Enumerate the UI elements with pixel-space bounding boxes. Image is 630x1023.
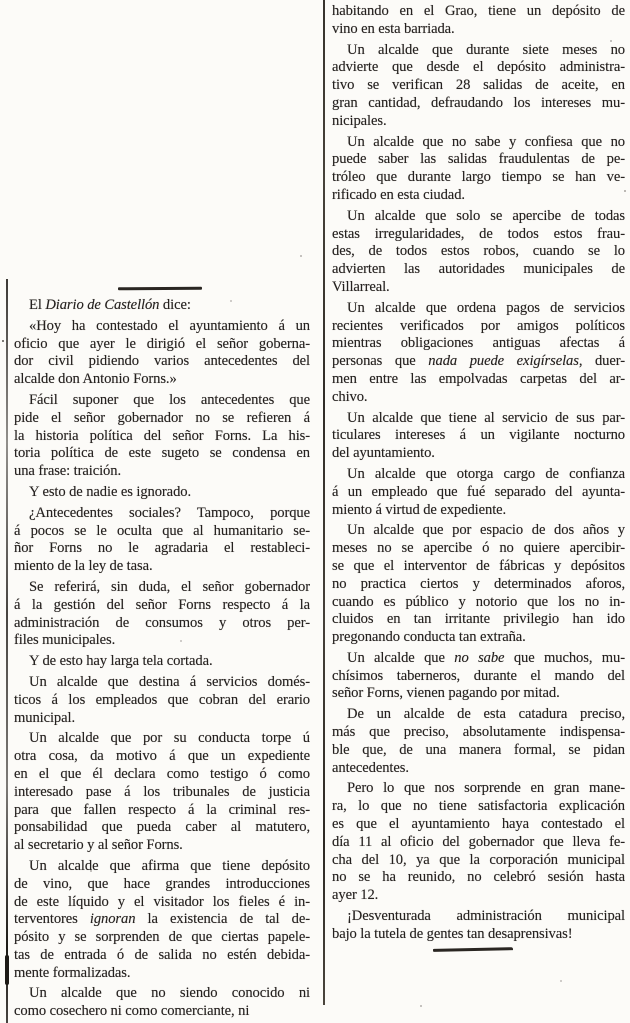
text-line: miento de la ley de tasa. — [14, 558, 153, 575]
text-line: ¡Desventurada administración municipal — [347, 908, 625, 925]
scan-noise — [0, 0, 2, 2]
text-line: terventores ignoran la existencia de tal de- — [14, 911, 310, 928]
paragraph — [14, 653, 310, 671]
text-line: oficio que ayer le dirigió el señor goberna- — [14, 335, 310, 352]
text-line: en el que él declara como testigo ó como — [14, 765, 310, 782]
paragraph — [332, 42, 625, 131]
text-line: ñor Forns no le agradaria el restableci- — [14, 540, 310, 557]
paragraph — [14, 484, 310, 502]
text-line: tróleo que durante largo tiempo se han ve- — [332, 169, 625, 186]
paragraph — [332, 300, 625, 407]
text-line: recientes verificados por amigos políticos — [332, 317, 625, 334]
text-line: como cosechero ni como comerciante, ni — [14, 1003, 250, 1020]
text-line: meses no se apercibe ó no quiere apercibir- — [332, 540, 625, 557]
paragraph — [332, 908, 625, 944]
text-line: pide el señor gobernador no se refieren á — [14, 409, 310, 426]
paragraph — [332, 410, 625, 463]
text-line: día 11 al oficio del gobernador que lleva fe- — [332, 833, 625, 850]
column-divider-rule — [323, 0, 325, 1005]
text-line: pósito y se sorprenden de que ciertas papele- — [14, 929, 310, 946]
text-line: Un alcalde que no sabe y confiesa que no — [347, 133, 625, 150]
text-line: antecedentes. — [332, 759, 409, 776]
paragraph — [332, 466, 625, 519]
text-line: al secretario y al señor Forns. — [14, 837, 183, 854]
text-line: bajo la tutela de gentes tan desaprensivas! — [332, 925, 573, 942]
text-line: Se referirá, sin duda, el señor gobernador — [29, 578, 310, 595]
text-line: interesado pase á los tribunales de justicia — [14, 783, 310, 800]
paragraph — [14, 579, 310, 650]
paragraph — [332, 208, 625, 297]
text-line: del ayuntamiento. — [332, 445, 435, 462]
text-line: Y de esto hay larga tela cortada. — [29, 653, 213, 670]
paragraph — [14, 985, 310, 1021]
text-line: advierten las autoridades municipales de — [332, 261, 625, 278]
text-line: cuando es público y notorio que los no in- — [332, 593, 625, 610]
paragraph — [14, 730, 310, 855]
text-line: pregonando conducta tan extraña. — [332, 629, 526, 646]
article-end-rule — [433, 947, 513, 952]
text-line: Y esto de nadie es ignorado. — [29, 483, 192, 500]
text-line: se que el interventor de fábricas y depósitos — [332, 557, 625, 574]
text-line: ayer 12. — [332, 887, 379, 904]
text-line: Villarreal. — [332, 278, 390, 295]
text-line: De un alcalde de esta catadura preciso, — [347, 706, 625, 723]
text-line: Un alcalde que no sabe que muchos, mu- — [347, 649, 625, 666]
text-line: de vino, que hace grandes introducciones — [14, 875, 310, 892]
text-line: men entre las empolvadas carpetas del ar- — [332, 370, 625, 387]
paragraph — [14, 674, 310, 727]
text-line: Pero lo que nos sorprende en gran mane- — [347, 780, 625, 797]
text-line: de este líquido y el visitador los fieles é in- — [14, 893, 310, 910]
paragraph — [332, 780, 625, 905]
text-line: dor civil pidiendo varios antecedentes del — [14, 353, 310, 370]
text-line: «Hoy ha contestado el ayuntamiento á un — [29, 317, 310, 334]
text-line: Un alcalde que ordena pagos de servicios — [347, 299, 625, 316]
text-line: ra, lo que no tiene satisfactoria explicación — [332, 798, 625, 815]
text-line: miento á virtud de expediente. — [332, 501, 507, 518]
text-line: chísimos taberneros, durante el mando del — [332, 667, 625, 684]
text-line: una frase: traición. — [14, 463, 121, 480]
text-line: Un alcalde que tiene al servicio de sus par- — [347, 409, 625, 426]
text-line: mente formalizadas. — [14, 964, 131, 981]
paragraph — [14, 505, 310, 576]
text-line: vino en esta barriada. — [332, 20, 455, 37]
text-line: ticulares intereses á un vigilante nocturno — [332, 427, 625, 444]
text-line: la historia política del señor Forns. La his- — [14, 427, 310, 444]
right-text-column — [332, 3, 625, 951]
text-line: Un alcalde que destina á servicios domés- — [29, 673, 310, 690]
text-line: files municipales. — [14, 632, 116, 649]
text-line: Fácil suponer que los antecedentes que — [29, 391, 310, 408]
page-edge-line — [6, 279, 8, 1023]
text-line: á la gestión del señor Forns respecto á la — [14, 596, 310, 613]
text-line: advierte que desde el depósito administra- — [332, 59, 625, 76]
text-line: municipal. — [14, 709, 76, 726]
text-line: señor Forns, vienen pagando por mitad. — [332, 685, 560, 702]
text-line: cluidos en tan irritante privilegio han ido — [332, 611, 625, 628]
text-line: es que el ayuntamiento haya contestado el — [332, 816, 625, 833]
text-line: tas de entrada ó de salida no estén debida- — [14, 946, 310, 963]
text-line: Un alcalde que durante siete meses no — [347, 41, 625, 58]
paragraph — [332, 134, 625, 205]
text-line: El Diario de Castellón dice: — [29, 297, 191, 313]
text-line: rificado en esta ciudad. — [332, 186, 465, 203]
text-line: alcalde don Antonio Forns.» — [14, 371, 177, 388]
text-line: á un empleado que fué separado del ayunta- — [332, 483, 625, 500]
text-line: estas irregularidades, de todos estos frau- — [332, 225, 625, 242]
paragraph — [14, 858, 310, 983]
paragraph — [332, 522, 625, 647]
text-line: gran cantidad, defraudando los intereses mu- — [332, 94, 625, 111]
text-line: ¿Antecedentes sociales? Tampoco, porque — [29, 504, 310, 521]
paragraph — [14, 318, 310, 389]
text-line: des, de todos estos robos, cuando se lo — [332, 243, 625, 260]
paragraph — [332, 3, 625, 39]
text-line: mientras obligaciones antiguas afectas á — [332, 335, 625, 352]
ink-blot — [5, 955, 9, 985]
text-line: ticos á los empleados que cobran del erario — [14, 691, 310, 708]
text-line: puede saber las salidas fraudulentas de pe- — [332, 151, 625, 168]
text-line: personas que nada puede exigírselas, duer- — [332, 353, 625, 370]
paragraph — [332, 650, 625, 703]
text-line: cha del 10, ya que la corporación municipal — [332, 851, 625, 868]
text-line: Un alcalde que afirma que tiene depósito — [29, 857, 310, 874]
text-line: nicipales. — [332, 112, 387, 129]
text-line: Un alcalde que solo se apercibe de todas — [347, 207, 625, 224]
text-line: Un alcalde que no siendo conocido ni — [29, 985, 310, 1002]
section-separator-rule — [118, 287, 202, 291]
text-line: para que fallen respecto á la criminal res- — [14, 801, 310, 818]
left-text-column — [14, 283, 310, 1023]
text-line: tivo se verifican 28 salidas de aceite, en — [332, 77, 625, 94]
text-line: otra cosa, da motivo á que un expediente — [14, 748, 310, 765]
text-line: toria política de este sugeto se condensa en — [14, 445, 310, 462]
text-line: Un alcalde que por su conducta torpe ú — [29, 730, 310, 747]
paragraph — [332, 706, 625, 777]
text-line: administración de consumos y otros per- — [14, 614, 310, 631]
text-line: chivo. — [332, 388, 368, 405]
text-line: más que preciso, absolutamente indispensa- — [332, 724, 625, 741]
text-line: ble que, de una manera formal, se pidan — [332, 741, 625, 758]
text-line: no practica ciertos y determinados aforos, — [332, 575, 625, 592]
text-line: Un alcalde que otorga cargo de confianza — [347, 465, 625, 482]
text-line: Un alcalde que por espacio de dos años y — [347, 522, 625, 539]
paragraph — [14, 297, 310, 315]
text-line: habitando en el Grao, tiene un depósito de — [332, 3, 625, 19]
text-line: ponsabilidad que pueda caber al matutero, — [14, 819, 310, 836]
text-line: á pocos se le oculta que al humanitario se- — [14, 522, 310, 539]
text-line: no se ha reunido, no celebró sesión hasta — [332, 869, 625, 886]
paragraph — [14, 392, 310, 481]
